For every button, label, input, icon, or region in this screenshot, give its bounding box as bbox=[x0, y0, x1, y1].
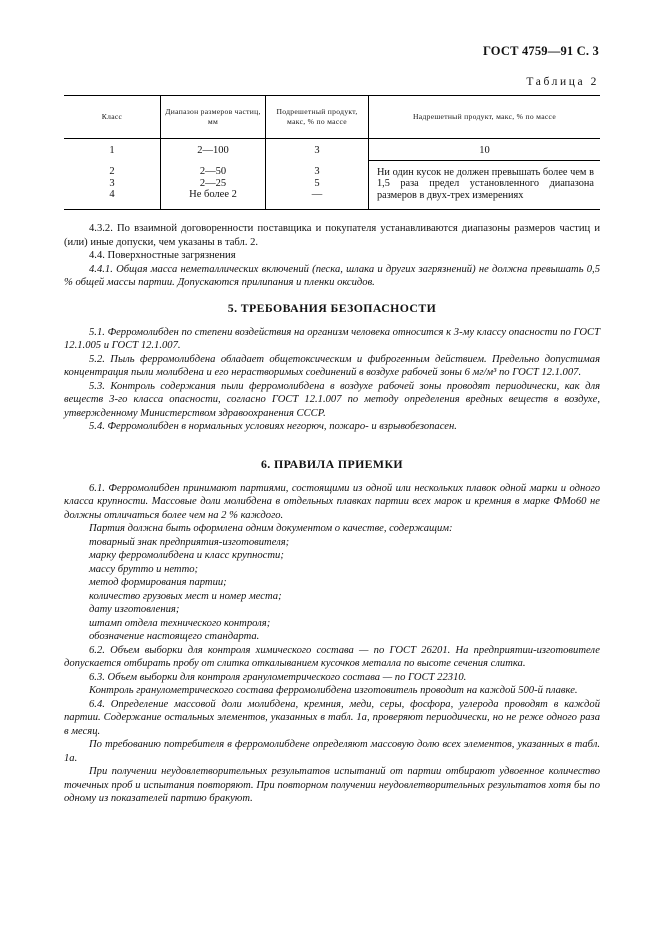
paragraph-5-1: 5.1. Ферромолибден по степени воздействия на организм человека относится к 3-му классу опасности по ГОСТ 12.1.005 и ГОСТ 12.1.007. bbox=[64, 326, 600, 351]
section-5-title: 5. ТРЕБОВАНИЯ БЕЗОПАСНОСТИ bbox=[227, 301, 437, 315]
cell-class: 2 3 4 bbox=[64, 160, 161, 210]
paragraph-5-2: 5.2. Пыль ферромолибдена обладает общетоксическим и фиброгенным действием. Предельно допустимая концентрация пыли молибдена и его нерастворимых соединений в воздухе рабочей зоны 6 мг/м³ по ГОСТ 12.1.007. bbox=[64, 353, 600, 378]
paragraph-4-4: 4.4. Поверхностные загрязнения bbox=[89, 250, 236, 261]
table-row bbox=[64, 160, 600, 210]
paragraph-4-3-2: 4.3.2. По взаимной договоренности поставщика и покупателя устанавливаются диапазоны размеров частиц и (или) иные допуски, чем указаны в табл. 2. bbox=[64, 223, 600, 248]
page-header: ГОСТ 4759—91 С. 3 bbox=[482, 44, 599, 58]
section-6-title: 6. ПРАВИЛА ПРИЕМКИ bbox=[261, 457, 403, 471]
list-item: массу брутто и нетто; bbox=[89, 563, 199, 575]
list-item: товарный знак предприятия-изготовителя; bbox=[89, 536, 290, 548]
paragraph-5-3: 5.3. Контроль содержания пыли ферромолибдена в воздухе рабочей зоны проводят периодически, как для веществ 3-го класса опасности, согласно ГОСТ 12.1.007 по методу определения вредных веществ в воздухе, утвержденному Министерством здравоохранения СССР. bbox=[64, 380, 600, 419]
col-header-oversize: Надрешетный продукт, макс, % по массе bbox=[369, 96, 601, 139]
paragraph-6-3-control: Контроль гранулометрического состава ферромолибдена изготовитель проводит на каждой 500-й плавке. bbox=[89, 685, 578, 696]
col-header-class: Класс bbox=[64, 96, 161, 139]
table-caption: Таблица 2 bbox=[526, 76, 599, 88]
list-item: обозначение настоящего стандарта. bbox=[89, 631, 260, 642]
list-item: штамп отдела технического контроля; bbox=[89, 617, 271, 629]
cell-range: 2—100 bbox=[161, 139, 266, 161]
list-item: дату изготовления; bbox=[89, 604, 180, 615]
cell-range: 2—50 2—25 Не более 2 bbox=[161, 160, 266, 210]
section-5 bbox=[64, 302, 600, 434]
cell-class: 1 bbox=[109, 145, 115, 156]
cell-oversize: 10 bbox=[369, 139, 601, 161]
col-header-range: Диапазон размеров частиц, мм bbox=[161, 96, 266, 139]
paragraph-6-4-request: По требованию потребителя в ферромолибдене определяют массовую долю всех элементов, указанных в табл. 1а. bbox=[64, 739, 600, 764]
cell-oversize-note: Ни один кусок не должен превышать более чем в 1,5 раза предел установленного диапазона размеров в двух-трех измерениях bbox=[369, 160, 601, 210]
col-header-undersize: Подрешетный продукт, макс, % по массе bbox=[266, 96, 369, 139]
cell-undersize: 3 5 — bbox=[266, 160, 369, 210]
paragraph-6-1-doc: Партия должна быть оформлена одним документом о качестве, содержащим: bbox=[89, 523, 453, 534]
paragraph-6-4: 6.4. Определение массовой доли молибдена, кремния, меди, серы, фосфора, углерода проводят в каждой партии. Содержание остальных элементов, указанных в табл. 1а, проверяют периодически, но не реже одного раза в месяц. bbox=[64, 698, 600, 737]
paragraph-4-4-1: 4.4.1. Общая масса неметаллических включений (песка, шлака и других загрязнений) не должна превышать 0,5 % общей массы партии. Допускаются прилипания и пленки оксидов. bbox=[64, 263, 600, 288]
section-6 bbox=[64, 458, 600, 806]
list-item: метод формирования партии; bbox=[89, 577, 227, 588]
table-row bbox=[64, 139, 600, 161]
paragraph-6-1: 6.1. Ферромолибден принимают партиями, состоящими из одной или нескольких плавок одной марки и одного класса крупности. Массовые доли молибдена в отдельных плавках партии всех марок и кремния в марке ФМо60 не должны отличаться более чем на 2 % каждого. bbox=[64, 482, 600, 521]
body-text-top bbox=[64, 222, 600, 290]
paragraph-5-4: 5.4. Ферромолибден в нормальных условиях негорюч, пожаро- и взрывобезопасен. bbox=[89, 421, 457, 432]
cell-undersize: 3 bbox=[266, 139, 369, 161]
list-item: марку ферромолибдена и класс крупности; bbox=[89, 550, 284, 561]
size-table bbox=[64, 95, 600, 210]
paragraph-6-3: 6.3. Объем выборки для контроля гранулометрического состава — по ГОСТ 22310. bbox=[89, 671, 467, 683]
list-item: количество грузовых мест и номер места; bbox=[89, 590, 282, 602]
paragraph-6-4-retest: При получении неудовлетворительных результатов испытаний от партии отбирают удвоенное количество точечных проб и испытания повторяют. При повторном получении неудовлетворительных результатов хотя бы по одному из показателей партию бракуют. bbox=[64, 766, 600, 804]
table-header-row bbox=[64, 96, 600, 139]
paragraph-6-2: 6.2. Объем выборки для контроля химического состава — по ГОСТ 26201. На предприятии-изготовителе допускается отбирать пробу от слитка откалыванием кусочков металла по высоте сечения слитка. bbox=[64, 644, 600, 669]
